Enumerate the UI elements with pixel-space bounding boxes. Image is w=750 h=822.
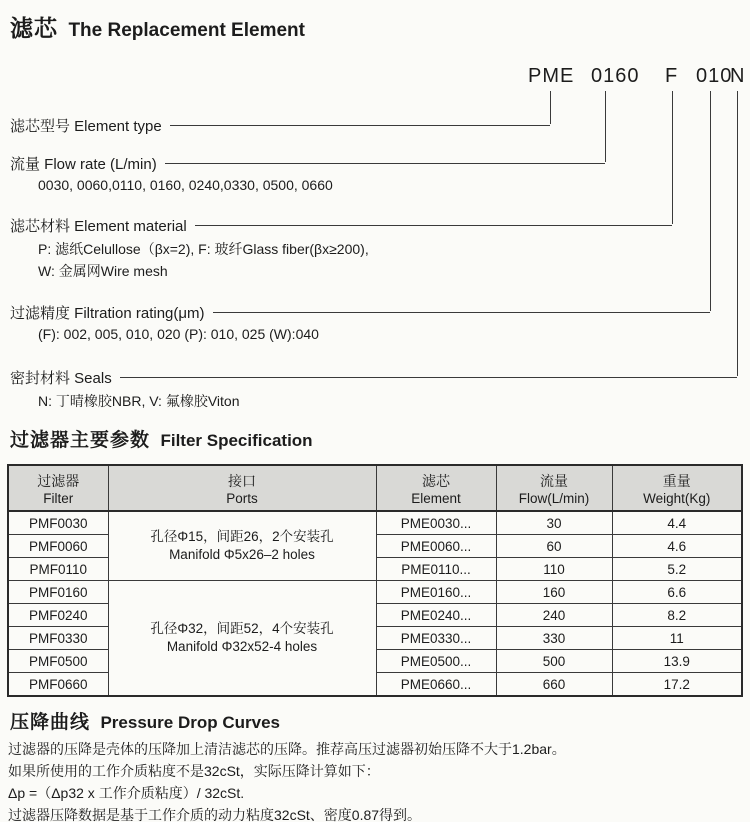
cell-filter: PMF0330 bbox=[8, 627, 108, 650]
table-row bbox=[8, 581, 742, 604]
cell-filter: PMF0500 bbox=[8, 650, 108, 673]
label-element-material-text: 滤芯材料 Element material bbox=[10, 217, 187, 235]
cell-filter: PMF0660 bbox=[8, 673, 108, 697]
cell-flow: 60 bbox=[496, 535, 612, 558]
cell-filter: PMF0060 bbox=[8, 535, 108, 558]
label-filtration-rating bbox=[10, 302, 710, 322]
table-row bbox=[8, 511, 742, 535]
cell-element: PME0330... bbox=[376, 627, 496, 650]
model-code-segment-rating: 010 bbox=[696, 65, 733, 87]
connector-hline-flow bbox=[165, 163, 605, 164]
header-weight: 重量 Weight(Kg) bbox=[612, 465, 742, 511]
connector-hline-rating bbox=[213, 312, 710, 313]
header-filter: 过滤器 Filter bbox=[8, 465, 108, 511]
header-flow: 流量 Flow(L/min) bbox=[496, 465, 612, 511]
cell-weight: 4.6 bbox=[612, 535, 742, 558]
label-element-type bbox=[10, 115, 550, 135]
cell-weight: 13.9 bbox=[612, 650, 742, 673]
cell-flow: 110 bbox=[496, 558, 612, 581]
connector-vline-seal bbox=[737, 91, 738, 376]
label-flow-rate-text: 流量 Flow rate (L/min) bbox=[10, 155, 157, 173]
cell-ports-group2: 孔径Φ32，间距52，4个安装孔 Manifold Φ32x52-4 holes bbox=[108, 581, 376, 697]
cell-weight: 17.2 bbox=[612, 673, 742, 697]
cell-element: PME0500... bbox=[376, 650, 496, 673]
spec-section-title-zh: 过滤器主要参数 bbox=[10, 430, 151, 451]
cell-filter: PMF0110 bbox=[8, 558, 108, 581]
model-code-segment-seal: N bbox=[730, 65, 746, 87]
model-code-segment-material: F bbox=[665, 65, 679, 87]
cell-filter: PMF0160 bbox=[8, 581, 108, 604]
connector-vline-type bbox=[550, 91, 551, 124]
connector-hline-type bbox=[170, 125, 550, 126]
pressure-note-line: 如果所使用的工作介质粘度不是32cSt，实际压降计算如下： bbox=[8, 763, 380, 779]
cell-flow: 330 bbox=[496, 627, 612, 650]
cell-flow: 160 bbox=[496, 581, 612, 604]
cell-element: PME0030... bbox=[376, 511, 496, 535]
label-filtration-rating-text: 过滤精度 Filtration rating(μm) bbox=[10, 304, 205, 322]
pressure-notes bbox=[0, 738, 750, 822]
seal-options: N: 丁晴橡胶NBR, V: 氟橡胶Viton bbox=[38, 393, 240, 409]
cell-ports-group1: 孔径Φ15，间距26，2个安装孔 Manifold Φ5x26–2 holes bbox=[108, 511, 376, 581]
label-seals bbox=[10, 367, 737, 387]
cell-weight: 11 bbox=[612, 627, 742, 650]
cell-element: PME0160... bbox=[376, 581, 496, 604]
filter-spec-table bbox=[7, 464, 743, 697]
label-element-type-text: 滤芯型号 Element type bbox=[10, 117, 162, 135]
connector-vline-material bbox=[672, 91, 673, 224]
connector-vline-rating bbox=[710, 91, 711, 311]
cell-weight: 8.2 bbox=[612, 604, 742, 627]
model-code-diagram bbox=[0, 57, 750, 419]
label-element-material bbox=[10, 215, 672, 235]
label-seals-text: 密封材料 Seals bbox=[10, 369, 112, 387]
cell-flow: 660 bbox=[496, 673, 612, 697]
page-title-en: The Replacement Element bbox=[68, 20, 305, 41]
connector-hline-material bbox=[195, 225, 672, 226]
cell-weight: 5.2 bbox=[612, 558, 742, 581]
cell-filter: PMF0240 bbox=[8, 604, 108, 627]
page-title-zh: 滤芯 bbox=[10, 15, 58, 41]
header-ports: 接口 Ports bbox=[108, 465, 376, 511]
pressure-section-title-zh: 压降曲线 bbox=[10, 712, 91, 733]
page-title bbox=[0, 0, 750, 43]
pressure-section-title-en: Pressure Drop Curves bbox=[100, 713, 280, 732]
connector-vline-flow bbox=[605, 91, 606, 162]
spec-section-title bbox=[0, 419, 750, 456]
header-element: 滤芯 Element bbox=[376, 465, 496, 511]
model-code-segment-type: PME bbox=[528, 65, 575, 87]
spec-section-title-en: Filter Specification bbox=[160, 431, 313, 450]
cell-element: PME0240... bbox=[376, 604, 496, 627]
flow-rate-options: 0030, 0060,0110, 0160, 0240,0330, 0500, 0660 bbox=[38, 177, 333, 193]
cell-weight: 4.4 bbox=[612, 511, 742, 535]
cell-filter: PMF0030 bbox=[8, 511, 108, 535]
pressure-section-title bbox=[0, 697, 750, 738]
cell-element: PME0060... bbox=[376, 535, 496, 558]
rating-options: (F): 002, 005, 010, 020 (P): 010, 025 (W):040 bbox=[38, 326, 319, 342]
cell-flow: 500 bbox=[496, 650, 612, 673]
pressure-note-formula: Δp =（Δp32 x 工作介质粘度）/ 32cSt. bbox=[8, 785, 245, 801]
table-header-row bbox=[8, 465, 742, 511]
cell-element: PME0660... bbox=[376, 673, 496, 697]
connector-hline-seal bbox=[120, 377, 737, 378]
pressure-note-line: 过滤器的压降是壳体的压降加上清洁滤芯的压降。推荐高压过滤器初始压降不大于1.2bar。 bbox=[8, 741, 566, 757]
pressure-note-line: 过滤器压降数据是基于工作介质的动力粘度32cSt、密度0.87得到。 bbox=[8, 807, 422, 822]
model-code-segment-flow: 0160 bbox=[591, 65, 640, 87]
cell-weight: 6.6 bbox=[612, 581, 742, 604]
cell-flow: 240 bbox=[496, 604, 612, 627]
material-options-line2: W: 金属网Wire mesh bbox=[38, 263, 168, 279]
material-options-line1: P: 滤纸Celullose（βx=2), F: 玻纤Glass fiber(βx≥200), bbox=[38, 241, 369, 257]
label-flow-rate bbox=[10, 153, 605, 173]
cell-flow: 30 bbox=[496, 511, 612, 535]
cell-element: PME0110... bbox=[376, 558, 496, 581]
